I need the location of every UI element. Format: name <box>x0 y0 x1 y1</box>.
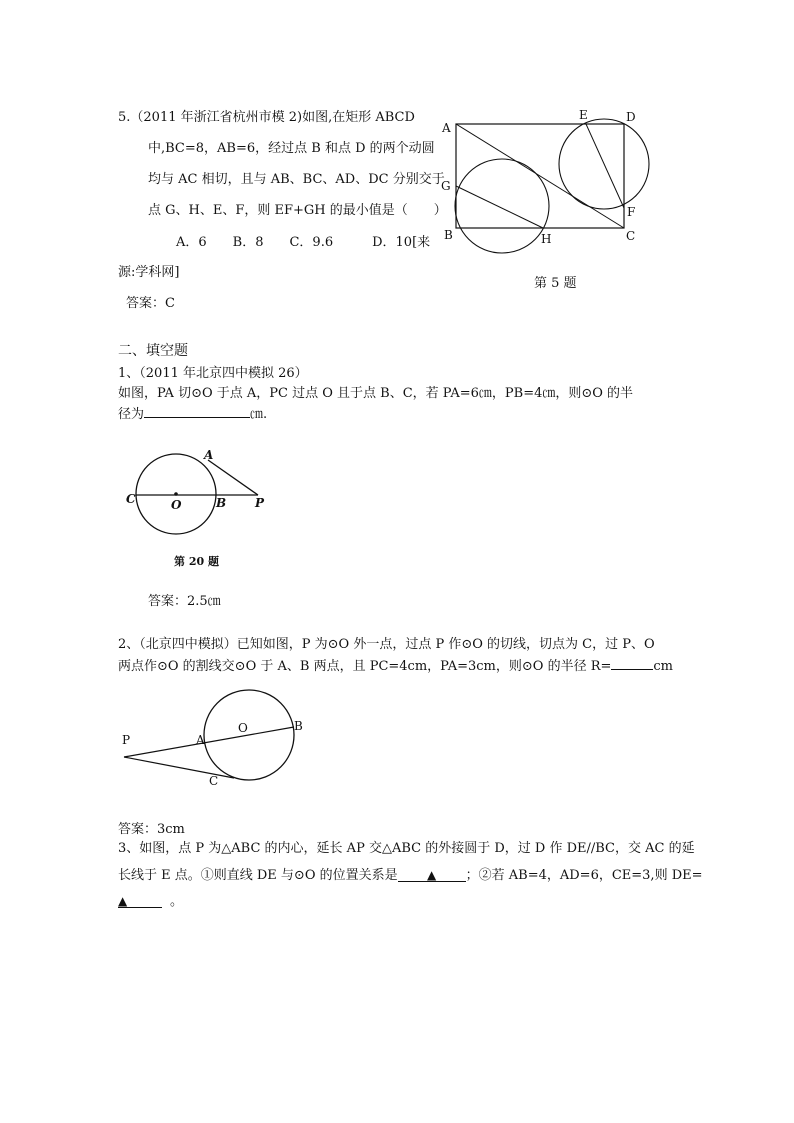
p2-text2 <box>118 655 673 674</box>
p2-text2a: 两点作⊙O 的割线交⊙O 于 A、B 两点，且 PC=4cm，PA=3cm，则⊙O 的半径 R= <box>118 659 612 674</box>
p1-answer: 答案：2.5㎝ <box>148 594 221 609</box>
p1-label-A: A <box>204 448 214 462</box>
section-title: 二、填空题 <box>118 343 188 359</box>
p3-text3 <box>118 890 183 909</box>
p1-text2b: ㎝. <box>250 407 268 422</box>
q5-answer: 答案：C <box>126 296 175 311</box>
label-C: C <box>626 229 636 243</box>
q5-line2: 中,BC=8，AB=6，经过点 B 和点 D 的两个动圆 <box>148 141 435 156</box>
label-D: D <box>626 110 636 124</box>
p1-fig-caption: 第 20 题 <box>174 555 219 568</box>
q5-line1: 5.（2011 年浙江省杭州市模 2)如图,在矩形 ABCD <box>118 110 415 125</box>
p3-text2 <box>118 864 703 883</box>
p3-end: 。 <box>170 894 184 909</box>
q5-options: A．6 B．8 C．9.6 D．10[来 <box>176 235 431 250</box>
p1-text2 <box>118 403 267 422</box>
q5-figure <box>436 108 656 248</box>
p2-label-C: C <box>209 774 219 788</box>
p2-label-A: A <box>196 733 205 747</box>
q5-line6: 源:学科网] <box>118 265 180 280</box>
label-B: B <box>444 228 453 242</box>
p1-label-O: O <box>171 498 182 512</box>
label-F: F <box>627 205 636 219</box>
p1-figure <box>124 448 274 548</box>
label-A: A <box>442 121 451 135</box>
p3-text2b: ；②若 AB=4，AD=6，CE=3,则 DE= <box>465 868 703 883</box>
q5-line4: 点 G、H、E、F，则 EF+GH 的最小值是（ ） <box>148 203 447 218</box>
p1-number: 1、（2011 年北京四中模拟 26） <box>118 366 308 381</box>
p2-text1: 2、（北京四中模拟）已知如图，P 为⊙O 外一点，过点 P 作⊙O 的切线，切点为 C，过 P、O <box>118 637 655 652</box>
p2-label-P: P <box>122 733 131 747</box>
p2-answer: 答案：3cm <box>118 822 185 837</box>
triangle-marker: ▲ <box>427 868 437 882</box>
p2-label-O: O <box>238 721 248 735</box>
p1-label-B: B <box>216 496 227 510</box>
q5-fig-caption: 第 5 题 <box>534 276 577 291</box>
p1-label-P: P <box>255 496 265 510</box>
p2-figure <box>120 690 320 800</box>
p3-blank-2[interactable] <box>118 894 162 908</box>
label-E: E <box>579 108 588 122</box>
p1-blank[interactable] <box>144 404 250 418</box>
p2-text2b: cm <box>653 659 673 674</box>
triangle-marker: ▲ <box>118 894 128 908</box>
p2-blank[interactable] <box>611 656 653 670</box>
p1-text1: 如图，PA 切⊙O 于点 A，PC 过点 O 且于点 B、C，若 PA=6㎝，PB=4㎝，则⊙O 的半 <box>118 386 634 401</box>
p3-text1: 3、如图，点 P 为△ABC 的内心，延长 AP 交△ABC 的外接圆于 D，过 D 作 DE//BC，交 AC 的延 <box>118 841 695 856</box>
p3-text2a: 长线于 E 点。①则直线 DE 与⊙O 的位置关系是 <box>118 868 398 883</box>
label-H: H <box>541 232 552 246</box>
p1-text2a: 径为 <box>118 407 145 422</box>
p3-blank-1[interactable] <box>398 868 466 882</box>
q5-line3: 均与 AC 相切，且与 AB、BC、AD、DC 分别交于 <box>148 172 445 187</box>
p1-label-C: C <box>126 492 136 506</box>
label-G: G <box>441 179 451 193</box>
p2-label-B: B <box>294 719 303 733</box>
